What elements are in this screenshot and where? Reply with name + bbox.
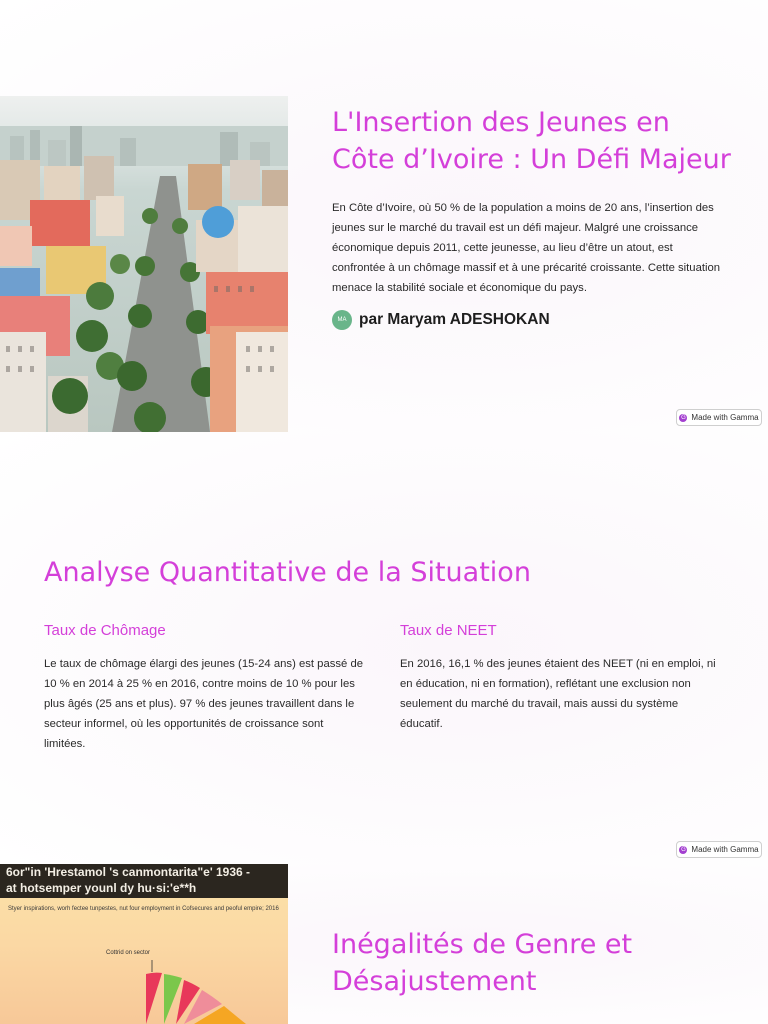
city-illustration [0,96,288,432]
slide-analysis [0,432,768,864]
neet-text: En 2016, 16,1 % des jeunes étaient des NEET (ni en emploi, ni en éducation, ni en formation), reflétant une exclusion non seulement du marché du travail, mais aussi du système éducatif. [400,658,716,730]
city-aerial-image [0,96,288,432]
infographic-image [0,864,288,1024]
infographic-pie-graphic [0,864,288,1024]
unemployment-text: Le taux de chômage élargi des jeunes (15-24 ans) est passé de 10 % en 2014 à 25 % en 2016, contre moins de 10 % pour les plus âgés (25 ans et plus). 97 % des jeunes travaillent dans le secteur informel, où les opportunités de croissance sont limitées. [44,658,364,750]
slide-title [0,0,768,432]
badge-label: Made with Gamma [691,845,759,854]
slide-title-heading: L'Insertion des Jeunes en Côte d’Ivoire : Un Défi Majeur [332,107,731,175]
gamma-logo-icon: G [681,846,686,853]
infographic-annotation: Cottrid on sector [106,950,151,956]
infographic-subtitle: Styer inspirations, worh fectee tunpestes, nut four employment in Cofsecures and peoful empire; 2016 [8,906,279,912]
analysis-heading: Analyse Quantitative de la Situation [44,557,531,588]
slide-gender [0,864,768,1024]
made-with-gamma-badge[interactable] [676,409,762,426]
infographic-header-line2: at hotsemper younl dy hu·si:'e**h [6,881,197,895]
author-name: par Maryam ADESHOKAN [359,311,550,328]
unemployment-heading: Taux de Chômage [44,622,166,639]
gamma-logo-icon: G [681,414,686,421]
badge-label: Made with Gamma [691,413,759,422]
neet-column [400,622,720,734]
infographic-header-line1: 6or"in 'Hrestamol 's canmontarita"e' 1936 - [6,865,251,879]
unemployment-column [44,622,364,754]
author-byline [332,310,550,330]
neet-heading: Taux de NEET [400,622,497,639]
avatar: MA [332,310,352,330]
intro-paragraph: En Côte d’Ivoire, où 50 % de la population a moins de 20 ans, l’insertion des jeunes sur le marché du travail est un défi majeur. Malgré une croissance économique depuis 2011, cette jeunesse, au lieu d’être un atout, est confrontée à un chômage massif et à une précarité croissante. Cette situation menace la stabilité sociale et économique du pays. [332,202,721,294]
made-with-gamma-badge[interactable] [676,841,762,858]
gender-heading: Inégalités de Genre et Désajustement [332,929,633,997]
